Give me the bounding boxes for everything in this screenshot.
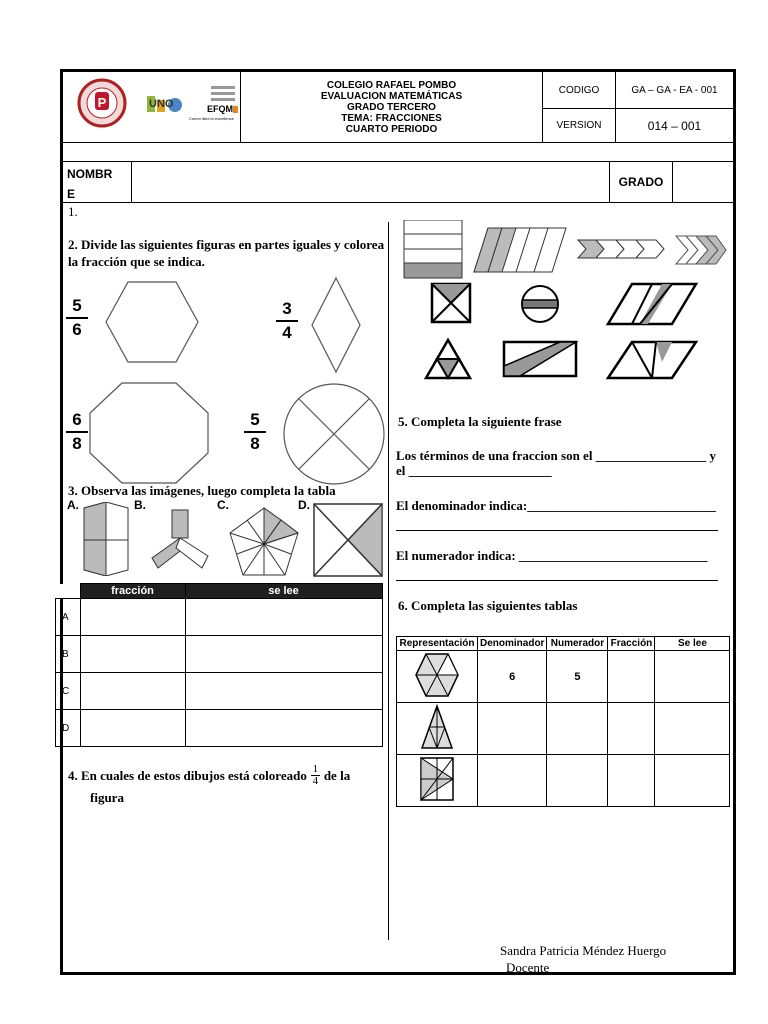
codigo-value: GA – GA - EA - 001 xyxy=(631,84,718,96)
q6-header: Se lee xyxy=(655,637,730,651)
version-label: VERSION xyxy=(556,120,602,131)
q6-table xyxy=(396,636,730,807)
codigo-value-cell xyxy=(616,72,733,109)
q5-numerador[interactable]: El numerador indica: _____________________________ xyxy=(396,548,708,563)
uno-logo-text: UNO xyxy=(149,98,174,110)
table-cell[interactable] xyxy=(547,755,608,807)
figure-chevron-arrows[interactable] xyxy=(676,236,726,264)
answer-cell[interactable] xyxy=(185,673,382,710)
codigo-label: CODIGO xyxy=(558,84,600,96)
answer-line[interactable] xyxy=(396,530,718,531)
table-row xyxy=(397,651,730,703)
stacked-triangles-figure xyxy=(420,704,454,750)
table-cell[interactable] xyxy=(655,651,730,703)
answer-cell[interactable] xyxy=(80,636,185,673)
logos-cell xyxy=(63,72,241,142)
figure-d-square-triangles xyxy=(312,502,384,578)
figure-parallelogram-strips[interactable] xyxy=(474,228,566,272)
answer-cell[interactable] xyxy=(185,636,382,673)
table-cell[interactable]: 5 xyxy=(547,651,608,703)
fraction-denominator: 8 xyxy=(250,434,260,453)
q3-label-d: D. xyxy=(298,498,310,512)
teacher-role: Docente xyxy=(506,960,550,975)
fraction-5-8 xyxy=(244,410,266,454)
row-label: B xyxy=(56,636,81,673)
q4-text xyxy=(68,764,350,787)
school-title-cell xyxy=(241,72,543,142)
table-row xyxy=(397,755,730,807)
square-triangles-figure xyxy=(419,756,455,802)
school-crest-logo xyxy=(77,78,127,128)
codigo-label-cell xyxy=(543,72,616,109)
efqm-logo-text: EFQM xyxy=(207,104,233,114)
fraction-numerator: 5 xyxy=(72,296,82,315)
teacher-name: Sandra Patricia Méndez Huergo xyxy=(500,943,667,958)
row-label: C xyxy=(56,673,81,710)
figure-b-three-blades xyxy=(146,508,212,572)
q6-header: Numerador xyxy=(547,637,608,651)
fraction-denominator: 8 xyxy=(72,434,82,453)
school-title-line: EVALUACION MATEMÁTICAS xyxy=(320,90,463,102)
answer-cell[interactable] xyxy=(185,710,382,747)
q5-title: 5. Completa la siguiente frase xyxy=(398,414,562,429)
figure-rectangle-diagonal[interactable] xyxy=(504,342,576,376)
q4-figures xyxy=(400,220,730,386)
answer-line[interactable] xyxy=(396,580,718,581)
svg-text:P: P xyxy=(97,95,107,110)
table-row xyxy=(397,703,730,755)
q4-text-before: 4. En cuales de estos dibujos está coloreado xyxy=(68,767,307,783)
table-row xyxy=(56,673,383,710)
q4-fraction-numerator: 1 xyxy=(312,763,319,775)
fraction-6-8 xyxy=(66,410,88,454)
q1-number: 1. xyxy=(68,204,78,219)
q5-line2[interactable]: el ______________________ xyxy=(396,463,552,478)
representation-cell xyxy=(397,703,478,755)
grado-label: GRADO xyxy=(618,175,664,189)
table-cell[interactable] xyxy=(608,703,655,755)
school-title-line: GRADO TERCERO xyxy=(347,101,436,113)
table-cell[interactable] xyxy=(608,755,655,807)
rhombus-shape[interactable] xyxy=(310,276,362,374)
nombre-label-line1: NOMBR xyxy=(67,167,113,181)
q6-header: Denominador xyxy=(478,637,547,651)
uno-logo xyxy=(147,94,187,118)
q3-table xyxy=(55,583,383,747)
q3-label-a: A. xyxy=(67,498,79,512)
figure-triangle-quarters[interactable] xyxy=(426,340,470,378)
figure-stacked-rectangle[interactable] xyxy=(404,220,462,278)
table-cell[interactable] xyxy=(478,703,547,755)
table-cell[interactable] xyxy=(655,703,730,755)
table-row xyxy=(56,710,383,747)
fraction-5-6 xyxy=(66,296,88,340)
nombre-label-line2: E xyxy=(67,187,76,201)
q3-header-fraccion: fracción xyxy=(80,584,185,599)
table-cell[interactable] xyxy=(478,755,547,807)
table-cell[interactable] xyxy=(547,703,608,755)
figure-c-pentagon-slices xyxy=(228,506,300,578)
nombre-label xyxy=(67,164,112,204)
q4-fraction xyxy=(311,764,320,787)
q6-header: Fracción xyxy=(608,637,655,651)
q4-fraction-denominator: 4 xyxy=(312,775,319,787)
q4-text-line2: figura xyxy=(90,790,124,805)
version-value-cell xyxy=(616,109,733,142)
figure-chevron-row[interactable] xyxy=(578,240,664,258)
table-row xyxy=(56,599,383,636)
q2-text: 2. Divide las siguientes figuras en partes iguales y colorea la fracción que se indica. xyxy=(68,237,385,269)
hexagon-shape[interactable] xyxy=(104,280,200,364)
octagon-shape[interactable] xyxy=(88,381,210,485)
table-cell[interactable]: 6 xyxy=(478,651,547,703)
q6-title: 6. Completa las siguientes tablas xyxy=(398,598,578,613)
q3-label-b: B. xyxy=(134,498,146,512)
figure-parallelogram-triangles[interactable] xyxy=(608,342,696,378)
table-cell[interactable] xyxy=(608,651,655,703)
row-label: D xyxy=(56,710,81,747)
figure-parallelogram-halves[interactable] xyxy=(608,284,696,324)
row-label: A xyxy=(56,599,81,636)
school-title-line: COLEGIO RAFAEL POMBO xyxy=(326,79,457,91)
school-title-line: TEMA: FRACCIONES xyxy=(341,112,442,124)
hexagon-triangles-figure xyxy=(415,652,459,698)
q3-label-c: C. xyxy=(217,498,229,512)
q3-text: 3. Observa las imágenes, luego completa la tabla xyxy=(68,483,336,498)
table-row xyxy=(56,636,383,673)
q5-denominador[interactable]: El denominador indica:_____________________________ xyxy=(396,498,716,513)
header xyxy=(63,72,733,143)
answer-cell[interactable] xyxy=(185,599,382,636)
representation-cell xyxy=(397,755,478,807)
fraction-numerator: 5 xyxy=(250,410,260,429)
q4-text-after: de la xyxy=(323,767,351,783)
answer-cell[interactable] xyxy=(80,710,185,747)
student-row xyxy=(63,162,733,203)
representation-cell xyxy=(397,651,478,703)
figure-square-x[interactable] xyxy=(432,284,470,322)
fraction-3-4 xyxy=(276,299,298,343)
fraction-denominator: 6 xyxy=(72,320,82,339)
efqm-logo xyxy=(189,86,239,126)
grado-field[interactable] xyxy=(671,162,733,202)
version-value: 014 – 001 xyxy=(647,118,702,133)
q3-table-corner xyxy=(56,584,81,599)
version-label-cell xyxy=(543,109,616,142)
answer-cell[interactable] xyxy=(80,599,185,636)
grado-label-cell xyxy=(609,162,673,202)
q6-header: Representación xyxy=(397,637,478,651)
figure-a-hexagon-prism xyxy=(80,502,132,576)
figure-circle-bands[interactable] xyxy=(522,286,558,322)
fraction-numerator: 3 xyxy=(282,299,292,318)
answer-cell[interactable] xyxy=(80,673,185,710)
fraction-denominator: 4 xyxy=(282,323,292,342)
table-cell[interactable] xyxy=(655,755,730,807)
circle-quarters-shape[interactable] xyxy=(282,382,388,486)
efqm-logo-subtext: Comm itted to excellence xyxy=(189,116,234,121)
nombre-field[interactable] xyxy=(131,162,610,202)
fraction-numerator: 6 xyxy=(72,410,82,429)
column-divider xyxy=(388,222,389,940)
school-title-line: CUARTO PERIODO xyxy=(345,123,438,135)
q5-line1[interactable]: Los términos de una fraccion son el _________________ y xyxy=(396,448,716,463)
q3-header-se-lee: se lee xyxy=(185,584,382,599)
